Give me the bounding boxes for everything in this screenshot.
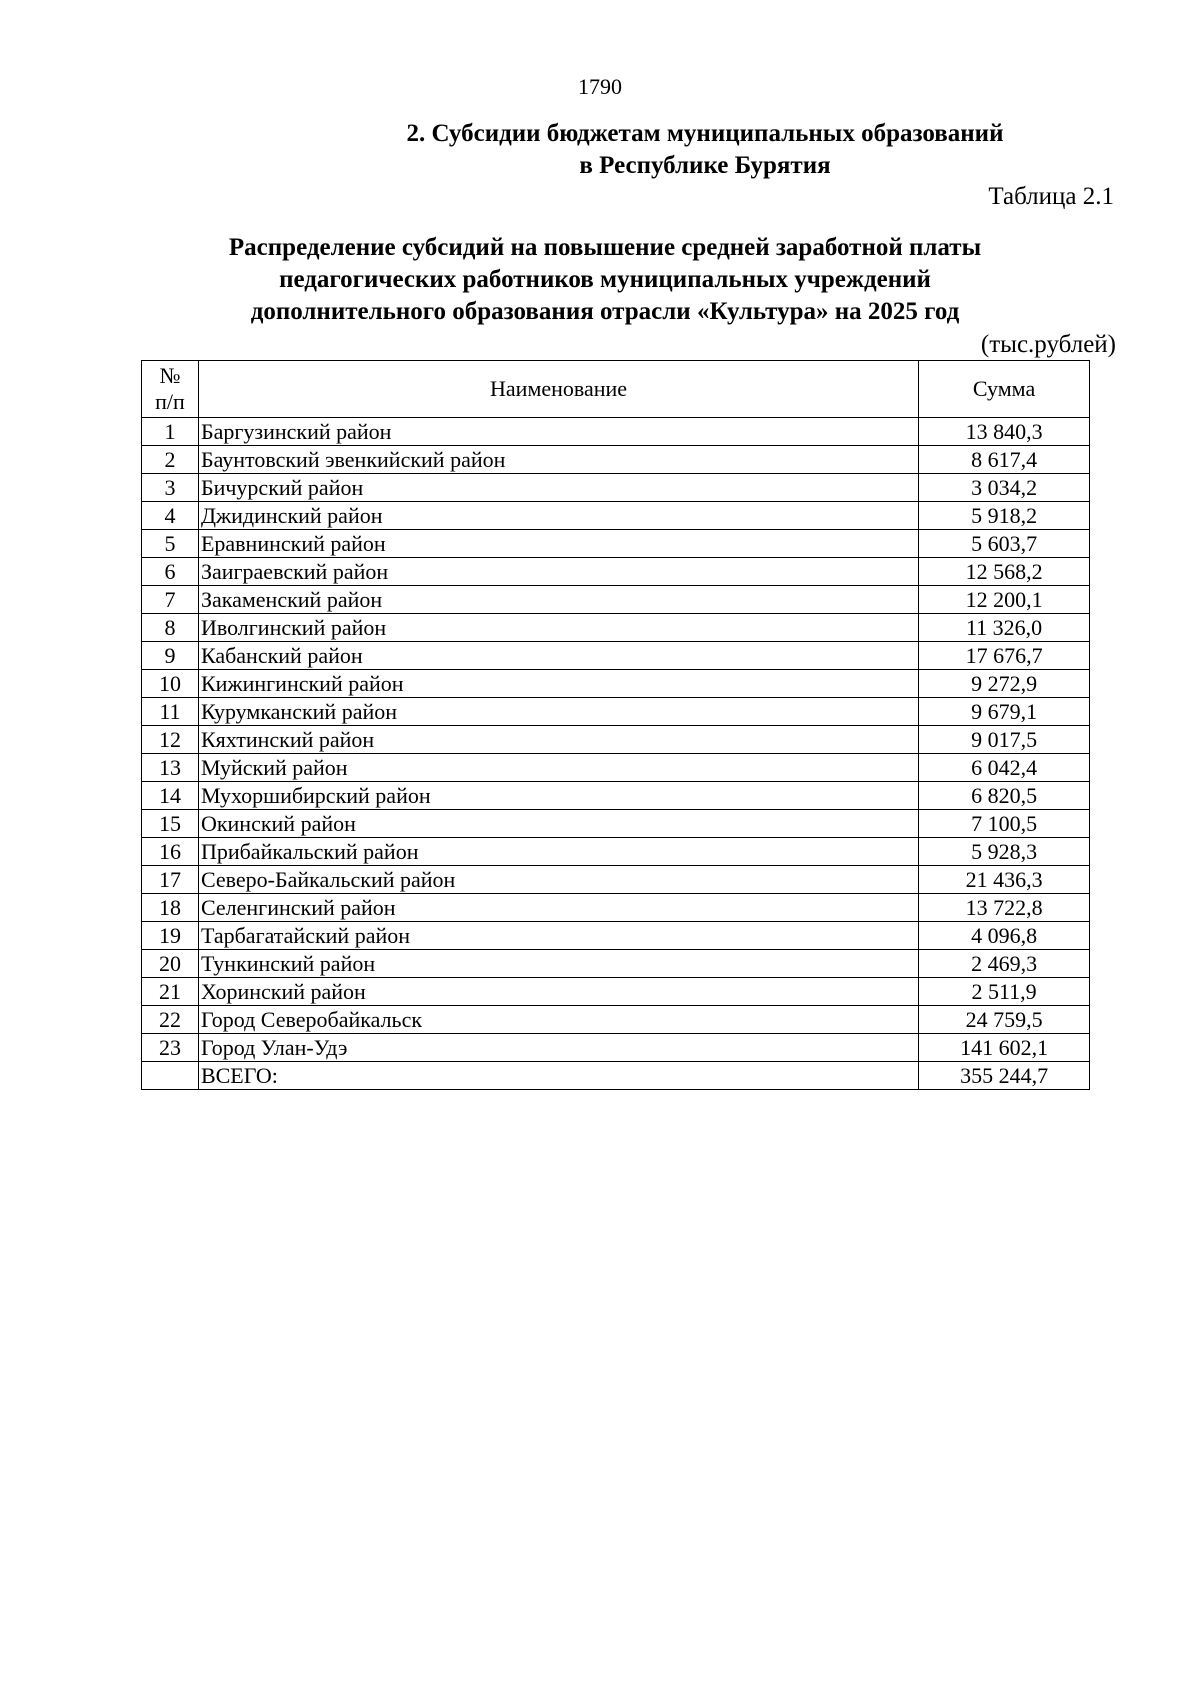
table-row: [142, 698, 1090, 726]
row-name: Окинский район: [198, 810, 918, 838]
table-title-line3: дополнительного образования отрасли «Культура» на 2025 год: [250, 298, 960, 325]
units-label: (тыс.рублей): [980, 331, 1116, 358]
table-row: [142, 922, 1090, 950]
total-sum: 355 244,7: [919, 1062, 1090, 1090]
row-name: Баргузинский район: [198, 418, 918, 446]
header-name: Наименование: [198, 361, 918, 418]
table-title-line1: Распределение субсидий на повышение средней заработной платы: [228, 234, 982, 261]
row-sum: 13 722,8: [919, 894, 1090, 922]
row-sum: 9 679,1: [919, 698, 1090, 726]
row-sum: 2 469,3: [919, 950, 1090, 978]
row-sum: 21 436,3: [919, 866, 1090, 894]
row-sum: 5 928,3: [919, 838, 1090, 866]
row-name: Еравнинский район: [198, 530, 918, 558]
header-sum: Сумма: [919, 361, 1090, 418]
row-number: 17: [142, 866, 199, 894]
row-number: 5: [142, 530, 199, 558]
table-body: [142, 418, 1090, 1090]
row-sum: 8 617,4: [919, 446, 1090, 474]
row-name: Закаменский район: [198, 586, 918, 614]
row-number: 20: [142, 950, 199, 978]
table-row: [142, 866, 1090, 894]
row-number: 16: [142, 838, 199, 866]
row-name: Хоринский район: [198, 978, 918, 1006]
table-row: [142, 642, 1090, 670]
row-sum: 141 602,1: [919, 1034, 1090, 1062]
table-row: [142, 894, 1090, 922]
row-sum: 12 568,2: [919, 558, 1090, 586]
row-number: 3: [142, 474, 199, 502]
row-number: 13: [142, 754, 199, 782]
total-label: ВСЕГО:: [198, 1062, 918, 1090]
row-name: Иволгинский район: [198, 614, 918, 642]
row-number: 9: [142, 642, 199, 670]
row-number: 22: [142, 1006, 199, 1034]
table-row: [142, 446, 1090, 474]
table-row: [142, 1034, 1090, 1062]
row-number: 1: [142, 418, 199, 446]
subsidy-table: [141, 360, 1090, 1090]
row-number: 14: [142, 782, 199, 810]
header-num-line1: №: [159, 363, 181, 388]
row-number: 6: [142, 558, 199, 586]
row-name: Заиграевский район: [198, 558, 918, 586]
table-row: [142, 502, 1090, 530]
row-sum: 17 676,7: [919, 642, 1090, 670]
section-title-line1: 2. Субсидии бюджетам муниципальных образований: [406, 120, 1004, 147]
row-sum: 5 918,2: [919, 502, 1090, 530]
row-sum: 4 096,8: [919, 922, 1090, 950]
table-row: [142, 810, 1090, 838]
row-name: Баунтовский эвенкийский район: [198, 446, 918, 474]
table-row: [142, 838, 1090, 866]
table-row: [142, 670, 1090, 698]
row-name: Кижингинский район: [198, 670, 918, 698]
row-sum: 7 100,5: [919, 810, 1090, 838]
row-number: 10: [142, 670, 199, 698]
row-number: 18: [142, 894, 199, 922]
row-number: 15: [142, 810, 199, 838]
row-name: Кяхтинский район: [198, 726, 918, 754]
table-row: [142, 978, 1090, 1006]
table-header-row: [142, 361, 1090, 418]
row-number: 21: [142, 978, 199, 1006]
row-name: Селенгинский район: [198, 894, 918, 922]
table-row: [142, 586, 1090, 614]
row-sum: 11 326,0: [919, 614, 1090, 642]
row-number: 4: [142, 502, 199, 530]
row-name: Тарбагатайский район: [198, 922, 918, 950]
section-title-line2: в Республике Бурятия: [579, 152, 831, 179]
row-name: Город Северобайкальск: [198, 1006, 918, 1034]
row-name: Бичурский район: [198, 474, 918, 502]
row-name: Город Улан-Удэ: [198, 1034, 918, 1062]
row-sum: 9 272,9: [919, 670, 1090, 698]
table-row: [142, 474, 1090, 502]
row-sum: 5 603,7: [919, 530, 1090, 558]
row-name: Муйский район: [198, 754, 918, 782]
row-number: 7: [142, 586, 199, 614]
page-number: 1790: [578, 74, 622, 99]
row-sum: 12 200,1: [919, 586, 1090, 614]
header-num-line2: п/п: [155, 389, 185, 414]
row-name: Кабанский район: [198, 642, 918, 670]
total-number: [142, 1062, 199, 1090]
row-sum: 6 820,5: [919, 782, 1090, 810]
table-row: [142, 726, 1090, 754]
row-number: 23: [142, 1034, 199, 1062]
table-row: [142, 1006, 1090, 1034]
row-sum: 9 017,5: [919, 726, 1090, 754]
table-row: [142, 558, 1090, 586]
row-name: Мухоршибирский район: [198, 782, 918, 810]
row-name: Курумканский район: [198, 698, 918, 726]
section-title: [240, 118, 1170, 182]
table-label: Таблица 2.1: [988, 183, 1114, 210]
table-row: [142, 754, 1090, 782]
row-sum: 2 511,9: [919, 978, 1090, 1006]
row-sum: 6 042,4: [919, 754, 1090, 782]
table-row: [142, 530, 1090, 558]
row-number: 2: [142, 446, 199, 474]
row-name: Джидинский район: [198, 502, 918, 530]
row-number: 12: [142, 726, 199, 754]
row-sum: 24 759,5: [919, 1006, 1090, 1034]
row-name: Прибайкальский район: [198, 838, 918, 866]
table-row: [142, 418, 1090, 446]
row-name: Северо-Байкальский район: [198, 866, 918, 894]
row-sum: 13 840,3: [919, 418, 1090, 446]
table-row: [142, 614, 1090, 642]
row-sum: 3 034,2: [919, 474, 1090, 502]
row-number: 19: [142, 922, 199, 950]
row-name: Тункинский район: [198, 950, 918, 978]
table-row: [142, 950, 1090, 978]
row-number: 8: [142, 614, 199, 642]
header-num: [142, 361, 199, 418]
table-title: [140, 232, 1070, 328]
row-number: 11: [142, 698, 199, 726]
table-title-line2: педагогических работников муниципальных учреждений: [279, 266, 931, 293]
total-row: [142, 1062, 1090, 1090]
table-row: [142, 782, 1090, 810]
